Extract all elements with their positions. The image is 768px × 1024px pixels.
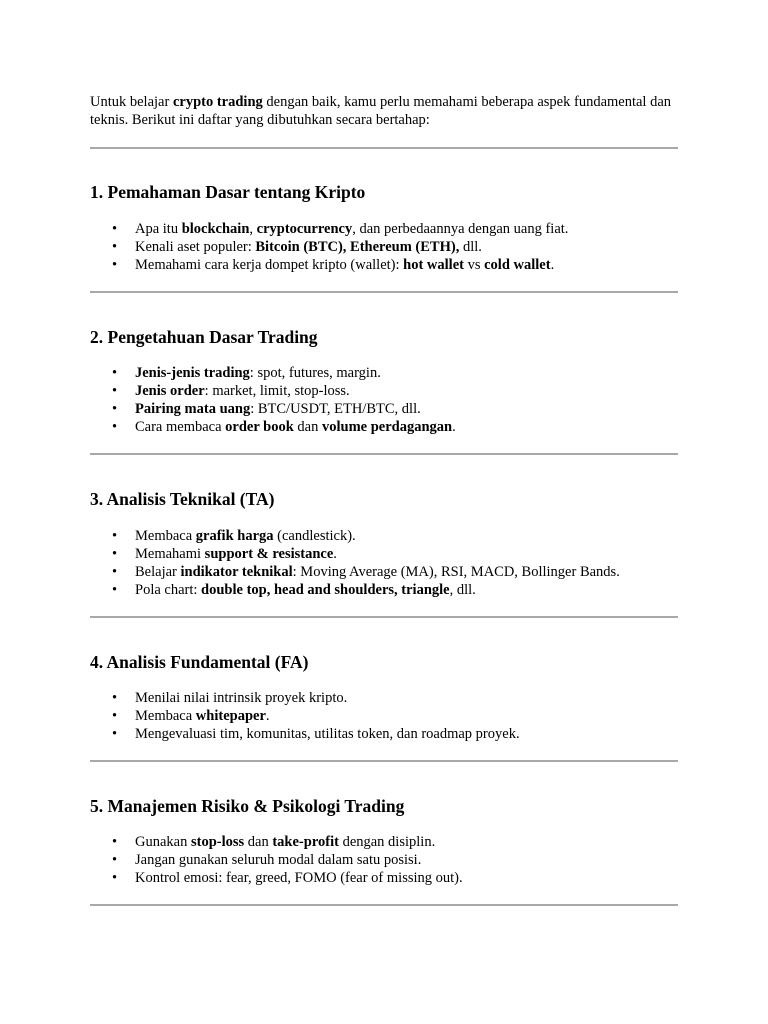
bullet-icon: • — [112, 257, 118, 273]
list-item-bold-text: Jenis-jenis trading — [135, 365, 250, 381]
bullet-icon: • — [112, 834, 118, 850]
section-heading: 5. Manajemen Risiko & Psikologi Trading — [90, 796, 405, 816]
list-item-bold-text: cryptocurrency — [256, 221, 353, 237]
list-item-bold-text: support & resistance — [204, 546, 334, 562]
section-list — [90, 527, 620, 599]
list-item-bold-text: hot wallet — [403, 257, 464, 273]
list-item-text: , — [249, 221, 257, 237]
list-item — [90, 833, 463, 851]
list-item — [90, 238, 568, 256]
list-item-text: Membaca — [135, 708, 196, 724]
list-item-text: Kenali aset populer: — [135, 239, 256, 255]
list-item — [90, 256, 568, 274]
list-item-bold-text: take-profit — [272, 834, 339, 850]
list-item-text: Belajar — [135, 564, 181, 580]
list-item-text: : spot, futures, margin. — [249, 365, 381, 381]
section-list — [90, 833, 463, 887]
list-item-text: : BTC/USDT, ETH/BTC, dll. — [250, 401, 421, 417]
bullet-icon: • — [112, 690, 118, 706]
list-item-text: , dll. — [449, 582, 476, 598]
list-item-text: Memahami — [135, 546, 205, 562]
list-item — [90, 707, 520, 725]
bullet-icon: • — [112, 365, 118, 381]
list-item-text: Membaca — [135, 528, 196, 544]
horizontal-rule — [90, 453, 678, 455]
list-item — [90, 725, 520, 743]
list-item-text: Menilai nilai intrinsik proyek kripto. — [135, 690, 348, 706]
list-item-text: Cara membaca — [135, 419, 226, 435]
list-item-text: : Moving Average (MA), RSI, MACD, Bollinger Bands. — [292, 564, 620, 580]
list-item — [90, 220, 568, 238]
list-item — [90, 418, 456, 436]
bullet-icon: • — [112, 401, 118, 417]
list-item-text: , dan perbedaannya dengan uang fiat. — [352, 221, 569, 237]
horizontal-rule — [90, 616, 678, 618]
list-item-bold-text: Pairing mata uang — [135, 401, 251, 417]
list-item-text: Jangan gunakan seluruh modal dalam satu posisi. — [135, 852, 422, 868]
list-item — [90, 400, 456, 418]
bullet-icon: • — [112, 383, 118, 399]
horizontal-rule — [90, 760, 678, 762]
bullet-icon: • — [112, 870, 118, 886]
list-item-text: . — [550, 257, 555, 273]
list-item — [90, 382, 456, 400]
section-heading: 3. Analisis Teknikal (TA) — [90, 489, 275, 509]
list-item-text: . — [333, 546, 337, 562]
list-item-bold-text: stop-loss — [190, 834, 245, 850]
bullet-icon: • — [112, 582, 118, 598]
bullet-icon: • — [112, 546, 118, 562]
bullet-icon: • — [112, 708, 118, 724]
list-item-text: dengan disiplin. — [338, 834, 436, 850]
horizontal-rule — [90, 291, 678, 293]
list-item-text: : market, limit, stop-loss. — [204, 383, 350, 399]
list-item — [90, 581, 620, 599]
list-item-bold-text: double top, head and shoulders, triangle — [201, 582, 450, 598]
list-item-text: dan — [293, 419, 322, 435]
bullet-icon: • — [112, 221, 118, 237]
list-item-bold-text: volume perdagangan — [321, 419, 453, 435]
list-item-bold-text: blockchain — [181, 221, 250, 237]
list-item-text: Apa itu — [135, 221, 182, 237]
intro-paragraph — [90, 93, 678, 129]
list-item-text: Kontrol emosi: fear, greed, FOMO (fear of missing out). — [135, 870, 463, 886]
section-list — [90, 220, 568, 274]
list-item-text: Gunakan — [135, 834, 191, 850]
list-item-bold-text: grafik harga — [195, 528, 274, 544]
horizontal-rule — [90, 147, 678, 149]
list-item-text: Memahami cara kerja dompet kripto (wallet): — [135, 257, 404, 273]
bullet-icon: • — [112, 726, 118, 742]
list-item — [90, 545, 620, 563]
list-item — [90, 869, 463, 887]
list-item — [90, 689, 520, 707]
list-item — [90, 527, 620, 545]
list-item-bold-text: cold wallet — [484, 257, 551, 273]
list-item-text: dll. — [459, 239, 482, 255]
intro-text: Untuk belajar — [90, 94, 173, 110]
bullet-icon: • — [112, 528, 118, 544]
list-item — [90, 563, 620, 581]
section-list — [90, 364, 456, 436]
horizontal-rule — [90, 904, 678, 906]
list-item-bold-text: whitepaper — [195, 708, 266, 724]
section-list — [90, 689, 520, 743]
intro-bold: crypto trading — [172, 94, 263, 110]
list-item — [90, 364, 456, 382]
list-item-text: vs — [463, 257, 485, 273]
list-item-text: . — [265, 708, 270, 724]
bullet-icon: • — [112, 564, 118, 580]
list-item-bold-text: order book — [225, 419, 294, 435]
list-item-text: dan — [244, 834, 273, 850]
bullet-icon: • — [112, 852, 118, 868]
list-item-text: Mengevaluasi tim, komunitas, utilitas token, dan roadmap proyek. — [135, 726, 520, 742]
list-item-text: (candlestick). — [273, 528, 356, 544]
list-item-bold-text: indikator teknikal — [180, 564, 293, 580]
section-heading: 2. Pengetahuan Dasar Trading — [90, 327, 318, 347]
bullet-icon: • — [112, 419, 118, 435]
list-item-text: Pola chart: — [135, 582, 202, 598]
list-item-bold-text: Jenis order — [135, 383, 205, 399]
section-heading: 1. Pemahaman Dasar tentang Kripto — [90, 182, 366, 202]
list-item — [90, 851, 463, 869]
section-heading: 4. Analisis Fundamental (FA) — [90, 652, 309, 672]
list-item-text: . — [452, 419, 456, 435]
list-item-bold-text: Bitcoin (BTC), Ethereum (ETH), — [255, 239, 460, 255]
bullet-icon: • — [112, 239, 118, 255]
intro-text: dengan baik, kamu perlu memahami beberapa aspek fundamental dan teknis. Berikut ini daftar yang dibutuhkan secara bertahap: — [90, 94, 672, 128]
